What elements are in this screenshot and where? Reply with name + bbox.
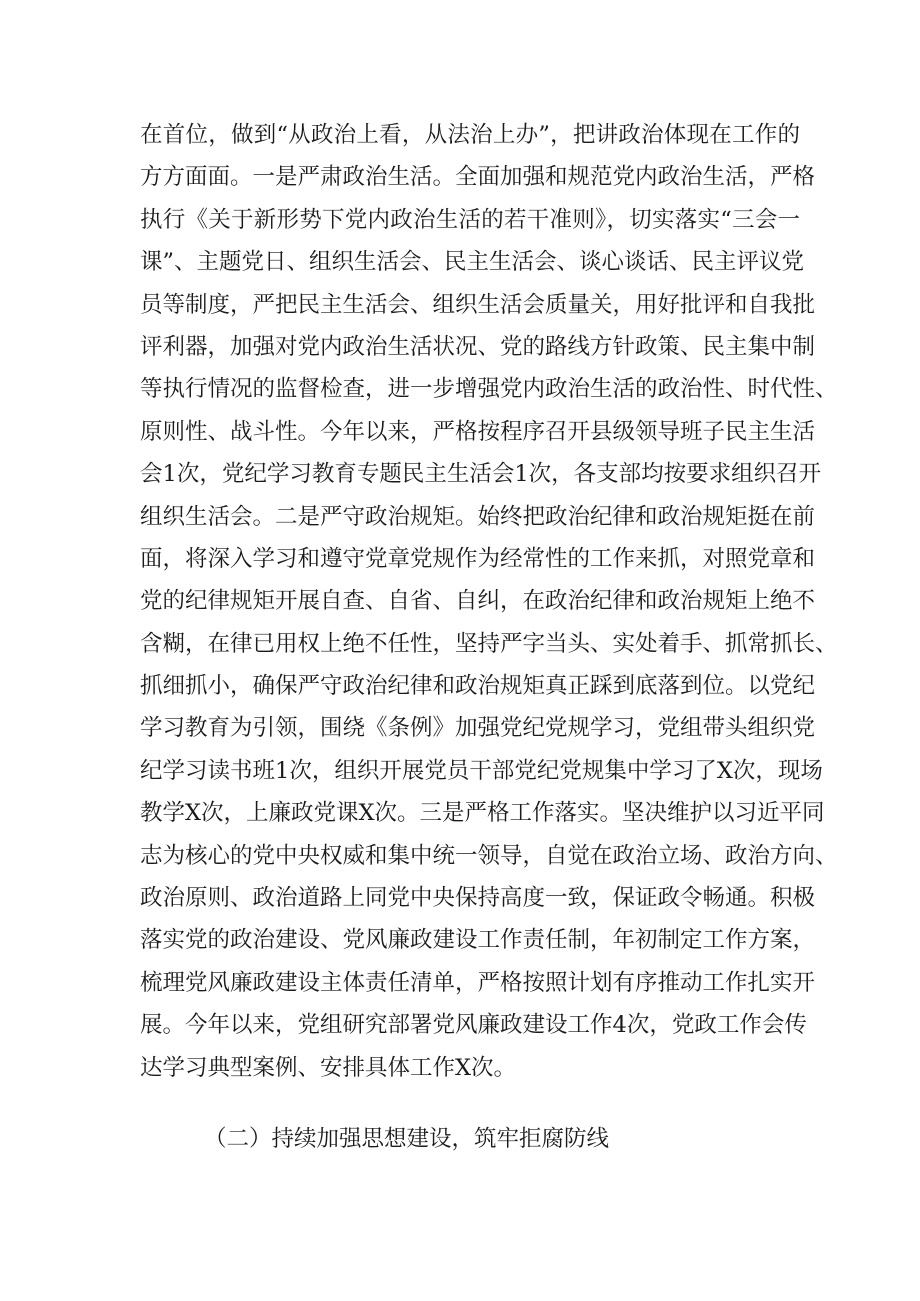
paragraph-line: 方方面面。一是严肃政治生活。全面加强和规范党内政治生活，严格 xyxy=(140,164,816,191)
paragraph-line: 面，将深入学习和遵守党章党规作为经常性的工作来抓，对照党章和 xyxy=(140,545,816,572)
paragraph-line: 梳理党风廉政建设主体责任清单，严格按照计划有序推动工作扎实开 xyxy=(140,969,816,996)
paragraph-line: 员等制度，严把民主生活会、组织生活会质量关，用好批评和自我批 xyxy=(140,291,816,318)
section-heading: （二）持续加强思想建设，筑牢拒腐防线 xyxy=(204,1126,610,1152)
paragraph-line: 学习教育为引领，围绕《条例》加强党纪党规学习，党组带头组织党 xyxy=(140,715,816,742)
paragraph-line: 党的纪律规矩开展自查、自省、自纠，在政治纪律和政治规矩上绝不 xyxy=(140,588,816,615)
paragraph-line: 组织生活会。二是严守政治规矩。始终把政治纪律和政治规矩挺在前 xyxy=(140,503,816,530)
paragraph-line: 达学习典型案例、安排具体工作X次。 xyxy=(140,1054,517,1081)
paragraph-line: 落实党的政治建设、党风廉政建设工作责任制，年初制定工作方案， xyxy=(140,927,816,954)
body-paragraph xyxy=(140,114,838,1089)
paragraph-line: 原则性、战斗性。今年以来，严格按程序召开县级领导班子民主生活 xyxy=(140,418,816,445)
paragraph-line: 评利器，加强对党内政治生活状况、党的路线方针政策、民主集中制 xyxy=(140,333,816,360)
paragraph-line: 抓细抓小，确保严守政治纪律和政治规矩真正踩到底落到位。以党纪 xyxy=(140,673,816,700)
paragraph-line: 会1次，党纪学习教育专题民主生活会1次，各支部均按要求组织召开 xyxy=(140,461,822,488)
paragraph-line: 纪学习读书班1次，组织开展党员干部党纪党规集中学习了X次，现场 xyxy=(140,757,823,784)
paragraph-line: 教学X次，上廉政党课X次。三是严格工作落实。坚决维护以习近平同 xyxy=(140,800,825,827)
paragraph-line: 展。今年以来，党组研究部署党风廉政建设工作4次，党政工作会传 xyxy=(140,1012,807,1039)
paragraph-line: 政治原则、政治道路上同党中央保持高度一致，保证政令畅通。积极 xyxy=(140,885,816,912)
paragraph-line: 等执行情况的监督检查，进一步增强党内政治生活的政治性、时代性、 xyxy=(140,376,838,403)
paragraph-line: 志为核心的党中央权威和集中统一领导，自觉在政治立场、政治方向、 xyxy=(140,842,838,869)
paragraph-line: 在首位，做到“从政治上看，从法治上办”，把讲政治体现在工作的 xyxy=(140,122,800,148)
paragraph-line: 执行《关于新形势下党内政治生活的若干准则》，切实落实“三会一 xyxy=(140,206,800,233)
paragraph-line: 含糊，在律已用权上绝不任性，坚持严字当头、实处着手、抓常抓长、 xyxy=(140,630,838,657)
paragraph-line: 课”、主题党日、组织生活会、民主生活会、谈心谈话、民主评议党 xyxy=(140,249,805,276)
